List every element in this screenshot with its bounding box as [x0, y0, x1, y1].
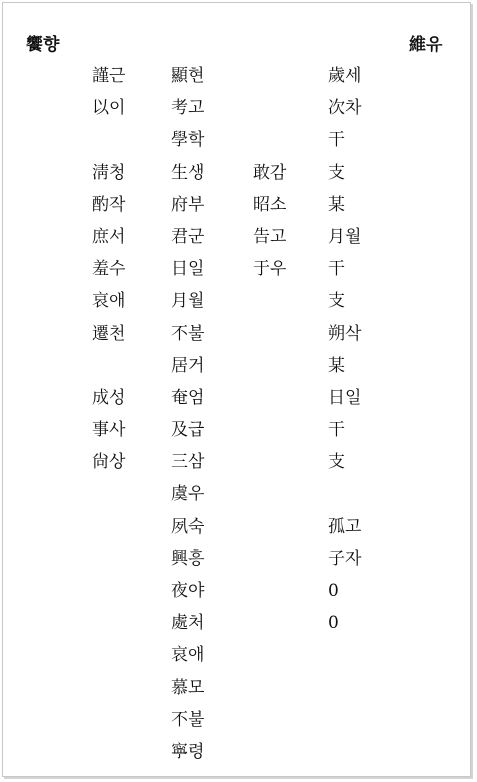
column-1-cell: 遷천 [92, 323, 126, 344]
column-2-cell: 夜야 [171, 581, 205, 601]
column-2-cell: 不불 [171, 709, 205, 730]
header-right-text: 維유 [409, 35, 443, 55]
text-column-3 [253, 60, 286, 285]
column-2-cell: 夙숙 [171, 516, 205, 537]
column-4-cell: 月월 [328, 226, 362, 247]
column-4-cell: 干 [328, 259, 345, 280]
column-4-cell: 次차 [328, 98, 362, 119]
column-4-cell: 歲세 [328, 66, 362, 86]
column-2-cell: 顯현 [171, 66, 205, 86]
column-2-cell: 君군 [171, 226, 205, 247]
column-4-cell: 支 [328, 452, 345, 473]
column-2-cell: 三삼 [171, 452, 205, 473]
column-4-cell: 支 [328, 291, 345, 312]
column-1-cell: 酌작 [92, 194, 126, 215]
column-1-cell: 羞수 [92, 259, 126, 280]
column-2-cell: 考고 [171, 98, 205, 119]
column-2-cell: 學학 [171, 130, 205, 151]
header-left-text: 饗향 [26, 35, 60, 55]
column-4-cell: 朔삭 [328, 323, 362, 344]
column-4-cell: 孤고 [328, 516, 362, 537]
text-column-1 [92, 60, 125, 478]
column-3-cell: 昭소 [253, 194, 287, 215]
column-1-cell: 淸청 [92, 162, 126, 183]
column-4-cell [328, 478, 361, 510]
column-2-cell: 府부 [171, 194, 205, 215]
column-3-cell: 于우 [253, 259, 287, 280]
column-4-cell: 支 [328, 162, 345, 183]
column-1-cell: 謹근 [92, 66, 126, 86]
column-1-cell: 尙상 [92, 452, 126, 473]
column-1-cell: 哀애 [92, 291, 126, 312]
column-2-cell: 興흥 [171, 548, 205, 569]
text-column-2 [171, 60, 204, 768]
column-2-cell: 居거 [171, 355, 205, 376]
column-2-cell: 生생 [171, 162, 205, 183]
column-4-cell: 0 [328, 581, 339, 601]
column-2-cell: 不불 [171, 323, 205, 344]
column-1-cell: 成성 [92, 387, 126, 408]
column-1-cell [92, 350, 125, 382]
text-column-4 [328, 60, 361, 639]
column-2-cell: 月월 [171, 291, 205, 312]
column-2-cell: 及급 [171, 420, 205, 441]
column-2-cell: 奄엄 [171, 387, 205, 408]
column-2-cell: 虞우 [171, 484, 205, 505]
page-border [2, 2, 471, 777]
column-4-cell: 干 [328, 130, 345, 151]
column-2-cell: 哀애 [171, 645, 205, 666]
column-4-cell: 日일 [328, 387, 362, 408]
column-2-cell: 慕모 [171, 677, 205, 698]
column-2-cell: 處처 [171, 613, 205, 634]
column-4-cell: 0 [328, 613, 339, 634]
column-2-cell: 日일 [171, 259, 205, 280]
column-3-cell [253, 60, 286, 92]
column-3-cell [253, 92, 286, 124]
column-3-cell: 告고 [253, 226, 287, 247]
column-2-cell: 寧령 [171, 741, 205, 762]
column-1-cell: 庶서 [92, 226, 126, 247]
column-4-cell: 子자 [328, 548, 362, 569]
column-1-cell: 以이 [92, 98, 126, 119]
column-4-cell: 某 [328, 355, 345, 376]
column-1-cell [92, 124, 125, 156]
column-4-cell: 干 [328, 420, 345, 441]
column-1-cell: 事사 [92, 420, 126, 441]
column-3-cell: 敢감 [253, 162, 287, 183]
column-3-cell [253, 124, 286, 156]
column-4-cell: 某 [328, 194, 345, 215]
